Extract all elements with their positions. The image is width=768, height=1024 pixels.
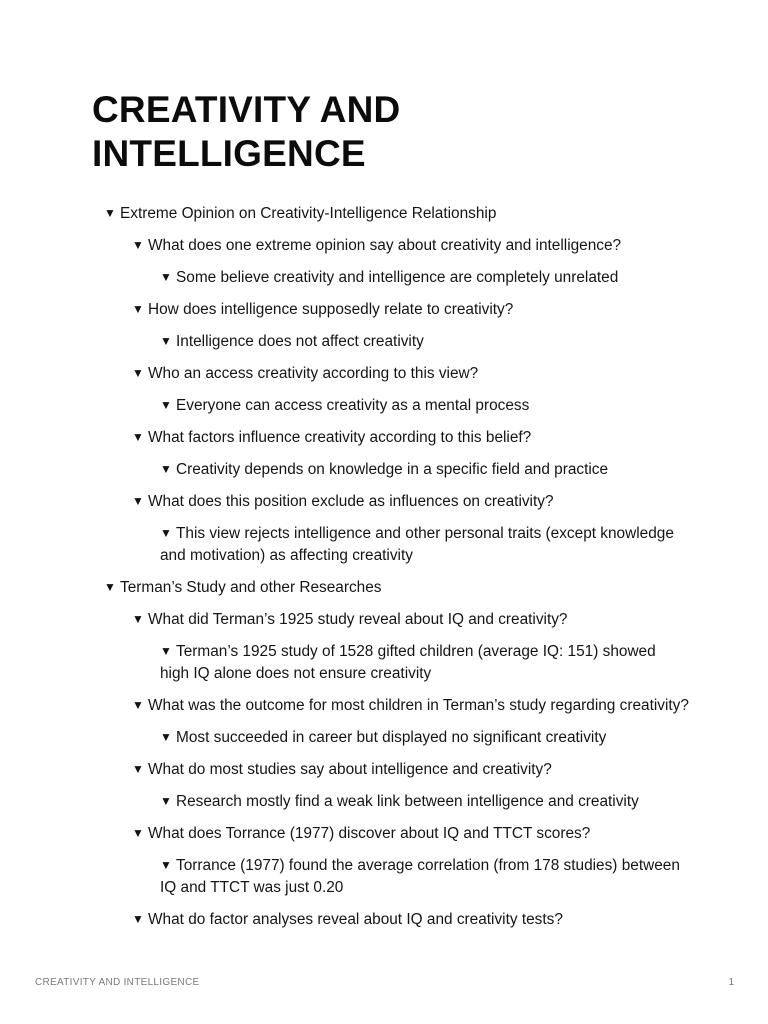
toggle-item-text: Research mostly find a weak link between intelligence and creativity xyxy=(176,793,639,810)
toggle-item-level-2[interactable] xyxy=(160,854,680,899)
triangle-down-icon[interactable]: ▼ xyxy=(104,206,116,220)
toggle-item-text: What does this position exclude as influences on creativity? xyxy=(148,493,554,510)
toggle-item-level-2[interactable] xyxy=(160,640,680,685)
triangle-down-icon[interactable]: ▼ xyxy=(132,302,144,316)
triangle-down-icon[interactable]: ▼ xyxy=(132,430,144,444)
triangle-down-icon[interactable]: ▼ xyxy=(160,794,172,808)
toggle-item-text: What was the outcome for most children in Terman’s study regarding creativity? xyxy=(148,697,689,714)
toggle-item-level-2[interactable] xyxy=(160,458,680,481)
toggle-item-level-0[interactable] xyxy=(104,202,704,225)
toggle-item-level-0[interactable] xyxy=(104,576,704,599)
triangle-down-icon[interactable]: ▼ xyxy=(160,644,172,658)
toggle-item-level-1[interactable] xyxy=(132,426,692,449)
toggle-item-level-1[interactable] xyxy=(132,490,692,513)
toggle-item-level-1[interactable] xyxy=(132,822,692,845)
triangle-down-icon[interactable]: ▼ xyxy=(160,858,172,872)
triangle-down-icon[interactable]: ▼ xyxy=(160,462,172,476)
toggle-list xyxy=(0,202,768,940)
triangle-down-icon[interactable]: ▼ xyxy=(132,762,144,776)
triangle-down-icon[interactable]: ▼ xyxy=(132,912,144,926)
toggle-item-text: Terman’s Study and other Researches xyxy=(120,579,382,596)
toggle-item-text: Creativity depends on knowledge in a specific field and practice xyxy=(176,461,609,478)
footer-page-number: 1 xyxy=(728,977,734,988)
toggle-item-text: What does Torrance (1977) discover about IQ and TTCT scores? xyxy=(148,825,591,842)
toggle-item-level-2[interactable] xyxy=(160,522,680,567)
toggle-item-level-1[interactable] xyxy=(132,694,692,717)
toggle-item-level-2[interactable] xyxy=(160,394,680,417)
triangle-down-icon[interactable]: ▼ xyxy=(160,526,172,540)
toggle-item-text: What does one extreme opinion say about creativity and intelligence? xyxy=(148,237,622,254)
triangle-down-icon[interactable]: ▼ xyxy=(132,238,144,252)
page-title: CREATIVITY AND INTELLIGENCE xyxy=(92,89,401,174)
triangle-down-icon[interactable]: ▼ xyxy=(132,494,144,508)
toggle-item-text: This view rejects intelligence and other personal traits (except knowledge and motivation) as affecting creativity xyxy=(160,525,674,564)
toggle-item-level-1[interactable] xyxy=(132,234,692,257)
toggle-item-level-2[interactable] xyxy=(160,330,680,353)
toggle-item-text: Most succeeded in career but displayed no significant creativity xyxy=(176,729,607,746)
triangle-down-icon[interactable]: ▼ xyxy=(132,826,144,840)
toggle-item-text: Torrance (1977) found the average correlation (from 178 studies) between IQ and TTCT was just 0.20 xyxy=(160,857,680,896)
triangle-down-icon[interactable]: ▼ xyxy=(160,334,172,348)
toggle-item-level-2[interactable] xyxy=(160,790,680,813)
toggle-item-level-1[interactable] xyxy=(132,298,692,321)
toggle-item-level-1[interactable] xyxy=(132,758,692,781)
toggle-item-level-1[interactable] xyxy=(132,908,692,931)
triangle-down-icon[interactable]: ▼ xyxy=(160,730,172,744)
toggle-item-text: Terman’s 1925 study of 1528 gifted children (average IQ: 151) showed high IQ alone does not ensure creativity xyxy=(160,643,656,682)
toggle-item-text: How does intelligence supposedly relate to creativity? xyxy=(148,301,514,318)
triangle-down-icon[interactable]: ▼ xyxy=(160,270,172,284)
toggle-item-text: Some believe creativity and intelligence are completely unrelated xyxy=(176,269,619,286)
toggle-item-level-2[interactable] xyxy=(160,726,680,749)
toggle-item-text: What factors influence creativity according to this belief? xyxy=(148,429,532,446)
triangle-down-icon[interactable]: ▼ xyxy=(160,398,172,412)
toggle-item-level-1[interactable] xyxy=(132,362,692,385)
triangle-down-icon[interactable]: ▼ xyxy=(132,612,144,626)
triangle-down-icon[interactable]: ▼ xyxy=(132,698,144,712)
toggle-item-text: What did Terman’s 1925 study reveal about IQ and creativity? xyxy=(148,611,568,628)
toggle-item-text: What do factor analyses reveal about IQ and creativity tests? xyxy=(148,911,563,928)
toggle-item-level-1[interactable] xyxy=(132,608,692,631)
toggle-item-text: Intelligence does not affect creativity xyxy=(176,333,424,350)
triangle-down-icon[interactable]: ▼ xyxy=(132,366,144,380)
footer-title: CREATIVITY AND INTELLIGENCE xyxy=(35,977,200,988)
toggle-item-level-2[interactable] xyxy=(160,266,680,289)
toggle-item-text: Extreme Opinion on Creativity-Intelligence Relationship xyxy=(120,205,497,222)
toggle-item-text: What do most studies say about intelligence and creativity? xyxy=(148,761,552,778)
toggle-item-text: Everyone can access creativity as a mental process xyxy=(176,397,530,414)
toggle-item-text: Who an access creativity according to this view? xyxy=(148,365,479,382)
triangle-down-icon[interactable]: ▼ xyxy=(104,580,116,594)
